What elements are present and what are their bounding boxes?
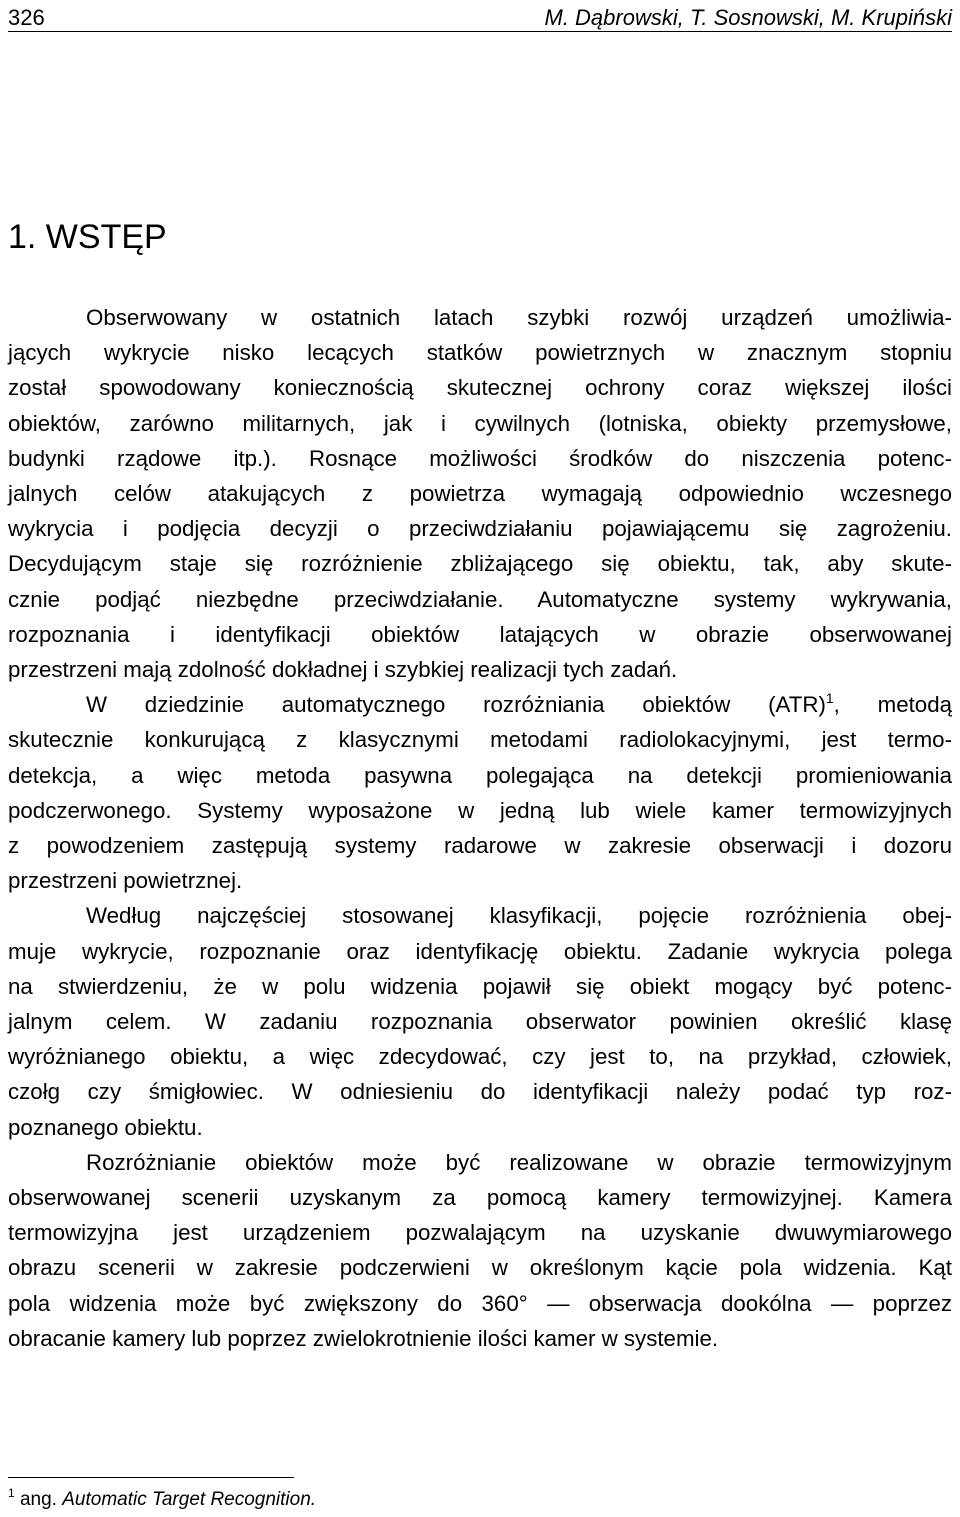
text-line: podczerwonego. Systemy wyposażone w jedną lub wiele kamer termowizyjnych — [8, 797, 952, 823]
text-line: wyróżnianego obiektu, a więc zdecydować, czy jest to, na przykład, człowiek, — [8, 1044, 952, 1070]
text-line: przestrzeni mają zdolność dokładnej i szybkiej realizacji tych zadań. — [8, 657, 678, 683]
footnote-marker: 1 — [8, 1486, 15, 1500]
text-line: Decydującym staje się rozróżnienie zbliżającego się obiektu, tak, aby skute- — [8, 551, 952, 577]
footnote-reference[interactable]: 1 — [825, 690, 834, 707]
text-line: na stwierdzeniu, że w polu widzenia pojawił się obiekt mogący być potenc- — [8, 973, 952, 999]
text-line: czołg czy śmigłowiec. W odniesieniu do identyfikacji należy podać typ roz- — [8, 1079, 952, 1105]
text-line: Obserwowany w ostatnich latach szybki rozwój urządzeń umożliwia- — [86, 305, 952, 330]
text-line: termowizyjna jest urządzeniem pozwalającym na uzyskanie dwuwymiarowego — [8, 1220, 952, 1246]
text-line: pola widzenia może być zwiększony do 360° — obserwacja dookólna — poprzez — [8, 1290, 952, 1316]
text-line: jalnych celów atakujących z powietrza wymagają odpowiednio wczesnego — [8, 481, 952, 507]
body-text — [8, 300, 952, 1356]
running-head-authors: M. Dąbrowski, T. Sosnowski, M. Krupiński — [544, 5, 952, 30]
text-line: jalnym celem. W zadaniu rozpoznania obserwator powinien określić klasę — [8, 1009, 952, 1035]
text-line: obracanie kamery lub poprzez zwielokrotnienie ilości kamer w systemie. — [8, 1325, 719, 1351]
text-line: Rozróżnianie obiektów może być realizowane w obrazie termowizyjnym — [86, 1149, 952, 1175]
footnote-divider — [8, 1477, 294, 1478]
text-line: obrazu scenerii w zakresie podczerwieni w określonym kącie pola widzenia. Kąt — [8, 1255, 952, 1281]
text-segment: W dziedzinie automatycznego rozróżniania obiektów (ATR) — [86, 692, 826, 718]
text-line: obiektów, zarówno militarnych, jak i cywilnych (lotniska, obiekty przemysłowe, — [8, 410, 952, 436]
page-number: 326 — [8, 5, 45, 30]
text-line: rozpoznania i identyfikacji obiektów latających w obrazie obserwowanej — [8, 621, 952, 647]
page-header — [8, 0, 952, 32]
text-segment: , metodą — [833, 692, 952, 718]
text-line: muje wykrycie, rozpoznanie oraz identyfikację obiektu. Zadanie wykrycia polega — [8, 938, 952, 964]
footnote-prefix: ang. — [19, 1489, 63, 1510]
text-line: poznanego obiektu. — [8, 1114, 203, 1140]
text-line: z powodzeniem zastępują systemy radarowe w zakresie obserwacji i dozoru — [8, 833, 952, 859]
footnote — [8, 1487, 316, 1513]
text-line: cznie podjąć niezbędne przeciwdziałanie. Automatyczne systemy wykrywania, — [8, 586, 952, 612]
text-line: jących wykrycie nisko lecących statków powietrznych w znacznym stopniu — [8, 340, 952, 366]
text-line: skutecznie konkurującą z klasycznymi metodami radiolokacyjnymi, jest termo- — [8, 727, 952, 753]
text-line: przestrzeni powietrznej. — [8, 868, 243, 894]
section-title: 1. WSTĘP — [8, 218, 167, 256]
text-line-with-footnote — [8, 687, 952, 722]
footnote-term: Automatic Target Recognition. — [62, 1489, 317, 1510]
text-line: budynki rządowe itp.). Rosnące możliwości środków do niszczenia potenc- — [8, 445, 952, 471]
text-line: Według najczęściej stosowanej klasyfikacji, pojęcie rozróżnienia obej- — [86, 903, 952, 929]
text-line: wykrycia i podjęcia decyzji o przeciwdziałaniu pojawiającemu się zagrożeniu. — [8, 516, 952, 542]
text-line: obserwowanej scenerii uzyskanym za pomocą kamery termowizyjnej. Kamera — [8, 1185, 952, 1211]
text-line: detekcja, a więc metoda pasywna polegająca na detekcji promieniowania — [8, 762, 952, 788]
text-line: został spowodowany koniecznością skutecznej ochrony coraz większej ilości — [8, 375, 952, 401]
